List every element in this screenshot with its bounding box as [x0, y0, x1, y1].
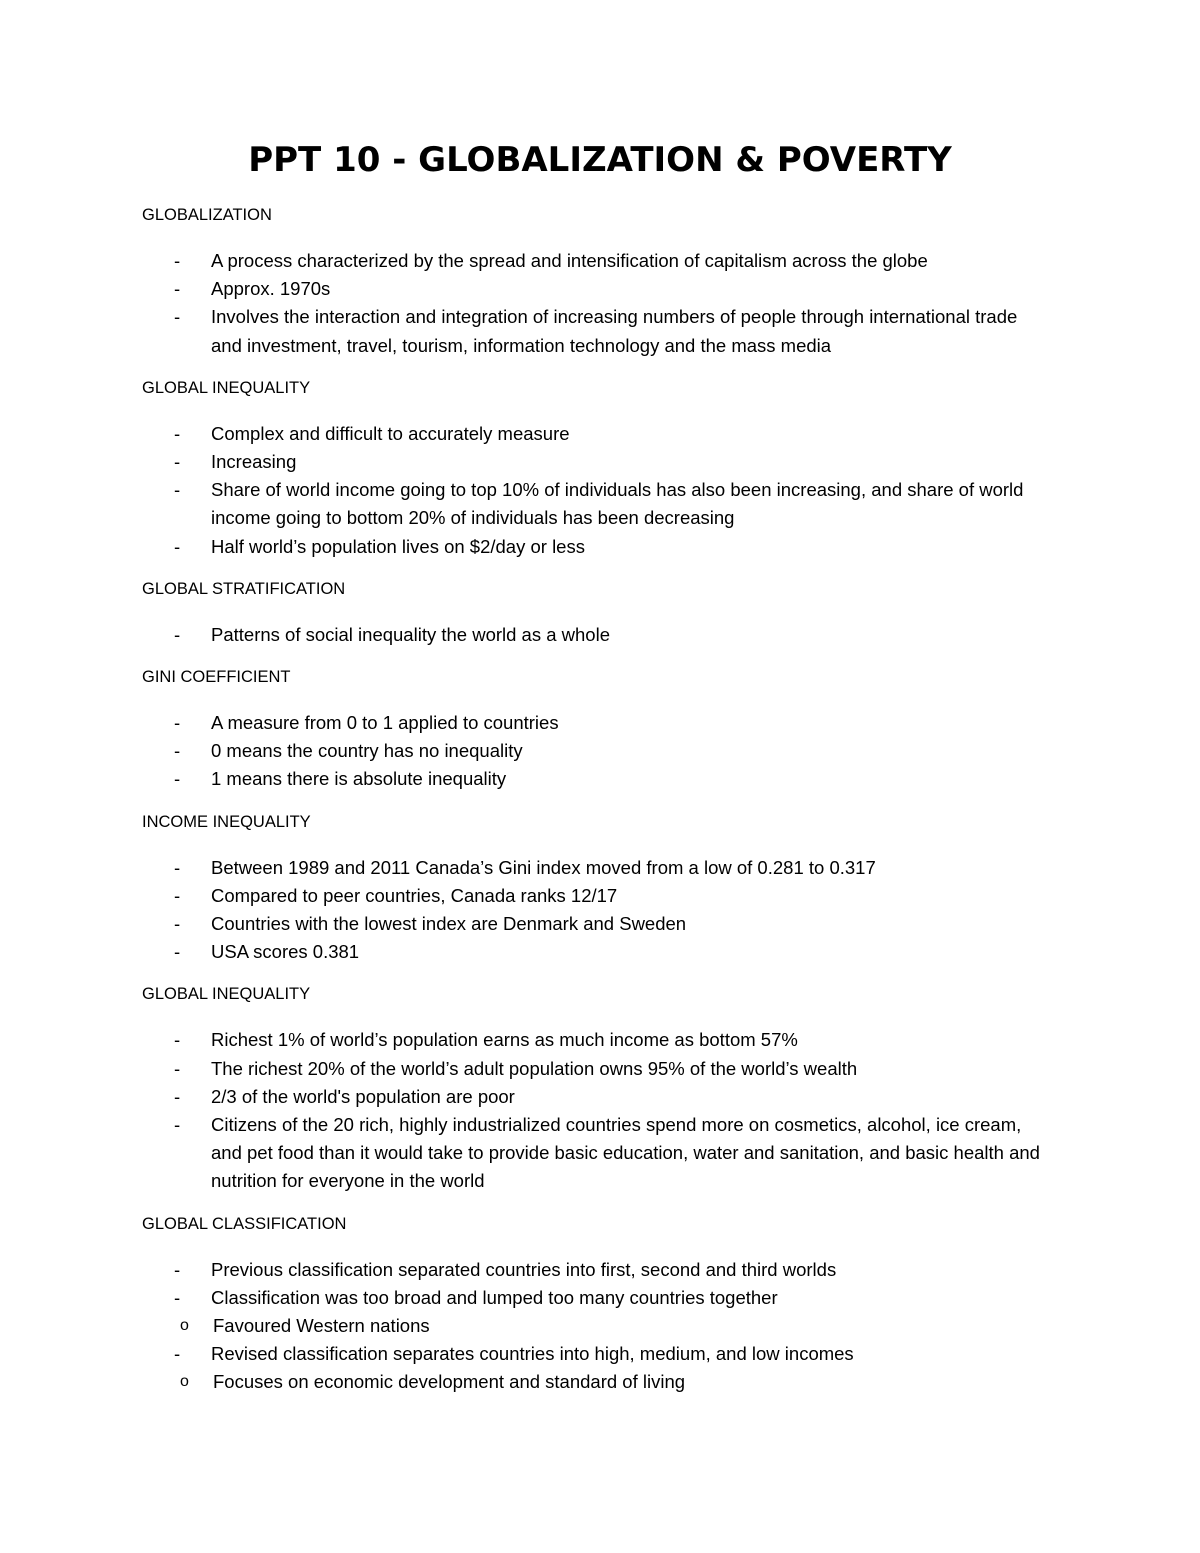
list-item — [142, 476, 1052, 532]
list-item-text: Between 1989 and 2011 Canada’s Gini index moved from a low of 0.281 to 0.317 — [211, 856, 876, 878]
list-item-text: Half world’s population lives on $2/day or less — [211, 535, 585, 557]
sub-bullet-list — [142, 1368, 1052, 1396]
list-item-text: A measure from 0 to 1 applied to countries — [211, 712, 559, 734]
list-item-text: Approx. 1970s — [211, 278, 331, 300]
dash-bullet-icon: - — [174, 740, 181, 762]
list-item-text: Citizens of the 20 rich, highly industrialized countries spend more on cosmetics, alcohol, ice cream, and pet food than it would take to provide basic education, water and sanitation, and basic health and nutrition for everyone in the world — [211, 1114, 1040, 1192]
list-item — [142, 621, 1052, 649]
list-item-text: 1 means there is absolute inequality — [211, 768, 507, 790]
list-item-text: Involves the interaction and integration of increasing numbers of people through international trade and investment, travel, tourism, information technology and the mass media — [211, 306, 1018, 356]
section — [142, 1212, 1052, 1397]
section-heading: INCOME INEQUALITY — [142, 812, 311, 831]
list-item — [142, 737, 1052, 765]
section — [142, 982, 1052, 1195]
bullet-list — [142, 854, 1052, 967]
dash-bullet-icon: - — [174, 535, 181, 557]
list-item — [142, 910, 1052, 938]
list-item — [142, 882, 1052, 910]
list-item — [142, 420, 1052, 448]
section — [142, 577, 1052, 649]
bullet-list — [142, 420, 1052, 561]
section-heading: GLOBAL INEQUALITY — [142, 985, 311, 1004]
dash-bullet-icon: - — [174, 913, 181, 935]
sub-bullet-list — [142, 1312, 1052, 1340]
dash-bullet-icon: - — [174, 623, 181, 645]
dash-bullet-icon: - — [174, 768, 181, 790]
section-heading: GLOBAL INEQUALITY — [142, 378, 311, 397]
list-item — [142, 938, 1052, 966]
section — [142, 376, 1052, 561]
list-item — [142, 247, 1052, 275]
bullet-list — [142, 709, 1052, 794]
list-item — [142, 303, 1052, 359]
list-item-text: Compared to peer countries, Canada ranks 12/17 — [211, 884, 618, 906]
dash-bullet-icon: - — [174, 451, 181, 473]
dash-bullet-icon: - — [174, 1114, 181, 1136]
list-item-text: 0 means the country has no inequality — [211, 740, 523, 762]
list-item — [142, 765, 1052, 793]
dash-bullet-icon: - — [174, 712, 181, 734]
list-item — [142, 1111, 1052, 1196]
dash-bullet-icon: - — [174, 856, 181, 878]
bullet-list — [142, 621, 1052, 649]
section — [142, 810, 1052, 967]
document-body — [142, 203, 1052, 1413]
bullet-list — [142, 1026, 1052, 1195]
dash-bullet-icon: - — [174, 1057, 181, 1079]
dash-bullet-icon: - — [174, 250, 181, 271]
dash-bullet-icon: - — [174, 884, 181, 906]
list-item — [142, 448, 1052, 476]
dash-bullet-icon: - — [174, 1029, 181, 1051]
list-item — [142, 1340, 1052, 1368]
section-heading: GLOBALIZATION — [142, 206, 272, 224]
page-title: PPT 10 - GLOBALIZATION & POVERTY — [248, 140, 952, 180]
section-heading: GLOBAL CLASSIFICATION — [142, 1214, 347, 1233]
sub-list-item — [142, 1368, 1052, 1396]
dash-bullet-icon: - — [174, 306, 181, 328]
dash-bullet-icon: - — [174, 1085, 181, 1107]
list-item-text: Revised classification separates countries into high, medium, and low incomes — [211, 1343, 854, 1365]
list-item — [142, 1083, 1052, 1111]
sub-list-item — [142, 1312, 1052, 1340]
dash-bullet-icon: - — [174, 278, 181, 300]
list-item-text: 2/3 of the world's population are poor — [211, 1085, 515, 1107]
list-item — [142, 1055, 1052, 1083]
dash-bullet-icon: - — [174, 941, 181, 963]
list-item-text: USA scores 0.381 — [211, 941, 360, 963]
list-item-text: Previous classification separated countries into first, second and third worlds — [211, 1258, 837, 1280]
list-item-text: Classification was too broad and lumped too many countries together — [211, 1286, 778, 1308]
dash-bullet-icon: - — [174, 479, 181, 501]
list-item-text: Share of world income going to top 10% of individuals has also been increasing, and share of world income going to bottom 20% of individuals has been decreasing — [211, 479, 1024, 529]
list-item-text: A process characterized by the spread and intensification of capitalism across the globe — [211, 250, 928, 271]
list-item — [142, 275, 1052, 303]
list-item — [142, 854, 1052, 882]
list-item — [142, 1256, 1052, 1284]
list-item-text: Complex and difficult to accurately measure — [211, 422, 570, 444]
bullet-list — [142, 247, 1052, 360]
list-item-text: Patterns of social inequality the world as a whole — [211, 623, 610, 645]
section — [142, 665, 1052, 794]
list-item — [142, 1284, 1052, 1312]
sub-list-container — [142, 1312, 1052, 1340]
dash-bullet-icon: - — [174, 422, 181, 444]
list-item — [142, 709, 1052, 737]
circle-bullet-icon: o — [180, 1373, 189, 1391]
section-heading: GLOBAL STRATIFICATION — [142, 579, 346, 598]
bullet-list — [142, 1256, 1052, 1397]
list-item — [142, 533, 1052, 561]
list-item-text: Richest 1% of world’s population earns as much income as bottom 57% — [211, 1029, 798, 1051]
list-item-text: Countries with the lowest index are Denmark and Sweden — [211, 913, 687, 935]
sub-list-container — [142, 1368, 1052, 1396]
dash-bullet-icon: - — [174, 1286, 181, 1308]
sub-list-item-text: Favoured Western nations — [213, 1315, 430, 1337]
sub-list-item-text: Focuses on economic development and standard of living — [213, 1371, 686, 1393]
section — [142, 203, 1052, 360]
dash-bullet-icon: - — [174, 1343, 181, 1365]
dash-bullet-icon: - — [174, 1258, 181, 1280]
list-item-text: The richest 20% of the world’s adult population owns 95% of the world’s wealth — [211, 1057, 858, 1079]
circle-bullet-icon: o — [180, 1317, 189, 1335]
section-heading: GINI COEFFICIENT — [142, 668, 291, 687]
list-item-text: Increasing — [211, 451, 297, 473]
list-item — [142, 1026, 1052, 1054]
